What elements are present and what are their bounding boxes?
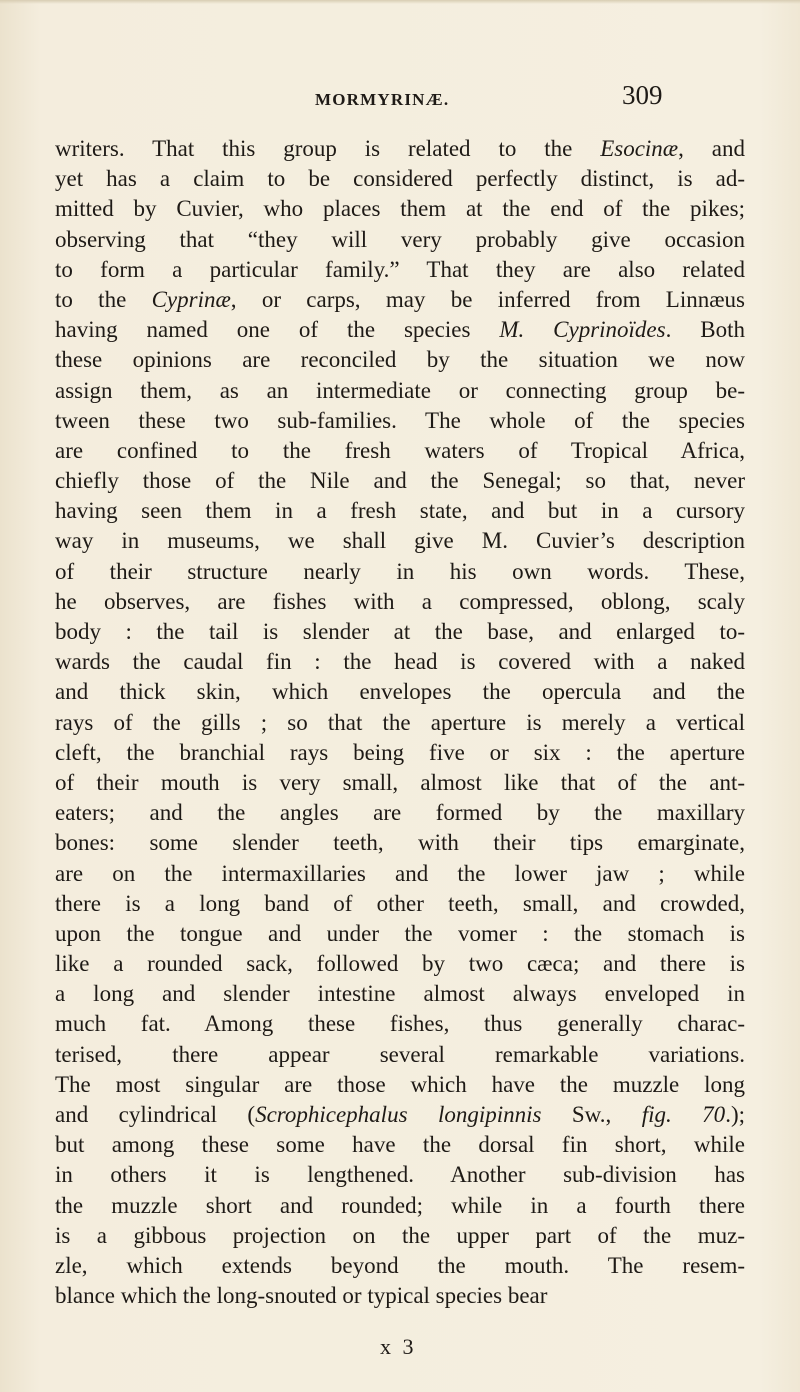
text-line: to the Cyprinæ, or carps, may be inferred from Linnæus [55,286,745,312]
text-line: way in museums, we shall give M. Cuvier’s description [55,528,745,554]
text-line: eaters; and the angles are formed by the maxillary [55,800,745,826]
text-line: is a gibbous projection on the upper part of the muz- [55,1222,745,1248]
text-line: having seen them in a fresh state, and but in a cursory [55,498,745,524]
text-line: cleft, the branchial rays being five or six : the aperture [55,739,745,765]
text-line: a long and slender intestine almost always enveloped in [55,981,745,1007]
text-line: upon the tongue and under the vomer : the stomach is [55,920,745,946]
text-line: yet has a claim to be considered perfectly distinct, is ad- [55,166,745,192]
text-line: these opinions are reconciled by the situation we now [55,347,745,373]
text-line: zle, which extends beyond the mouth. The resem- [55,1252,745,1278]
text-line: to form a particular family.” That they are also related [55,256,745,282]
text-line: tween these two sub-families. The whole of the species [55,407,745,433]
text-line: in others it is lengthened. Another sub-division has [55,1162,745,1188]
text-line: of their structure nearly in his own words. These, [55,558,745,584]
text-line: body : the tail is slender at the base, and enlarged to- [55,619,745,644]
page-header [0,80,800,120]
text-line: the muzzle short and rounded; while in a fourth there [55,1192,745,1218]
text-line: and thick skin, which envelopes the opercula and the [55,679,745,705]
text-line: terised, there appear several remarkable variations. [55,1041,745,1067]
text-line: writers. That this group is related to the Esocinæ, and [55,136,745,161]
text-line: like a rounded sack, followed by two cæca; and there is [55,951,745,977]
text-line: he observes, are fishes with a compressed, oblong, scaly [55,588,745,614]
text-line: much fat. Among these fishes, thus generally charac- [55,1011,745,1037]
text-line: having named one of the species M. Cyprinoïdes. Both [55,317,745,343]
text-line: mitted by Cuvier, who places them at the end of the pikes; [55,196,745,222]
text-line: chiefly those of the Nile and the Senegal; so that, never [55,468,745,494]
text-line: and cylindrical (Scrophicephalus longipinnis Sw., fig. 70.); [55,1102,745,1127]
text-line: The most singular are those which have the muzzle long [55,1071,745,1097]
text-line: wards the caudal fin : the head is covered with a naked [55,649,745,675]
text-line: rays of the gills ; so that the aperture is merely a vertical [55,709,745,735]
text-line: bones: some slender teeth, with their tips emarginate, [55,830,745,856]
body-text [55,134,745,1311]
page-edge [0,0,800,4]
running-head: MORMYRINÆ. [315,90,450,109]
text-line: but among these some have the dorsal fin short, while [55,1132,745,1158]
text-line: are on the intermaxillaries and the lower jaw ; while [55,860,745,886]
text-line: observing that “they will very probably give occasion [55,226,745,252]
text-line: of their mouth is very small, almost like that of the ant- [55,769,745,795]
signature-mark: x 3 [380,1334,417,1359]
text-line: are confined to the fresh waters of Tropical Africa, [55,437,745,463]
text-line: blance which the long-snouted or typical species bear [55,1283,548,1309]
text-line: assign them, as an intermediate or connecting group be- [55,377,745,403]
text-line: there is a long band of other teeth, small, and crowded, [55,890,745,916]
page-number: 309 [622,80,663,110]
